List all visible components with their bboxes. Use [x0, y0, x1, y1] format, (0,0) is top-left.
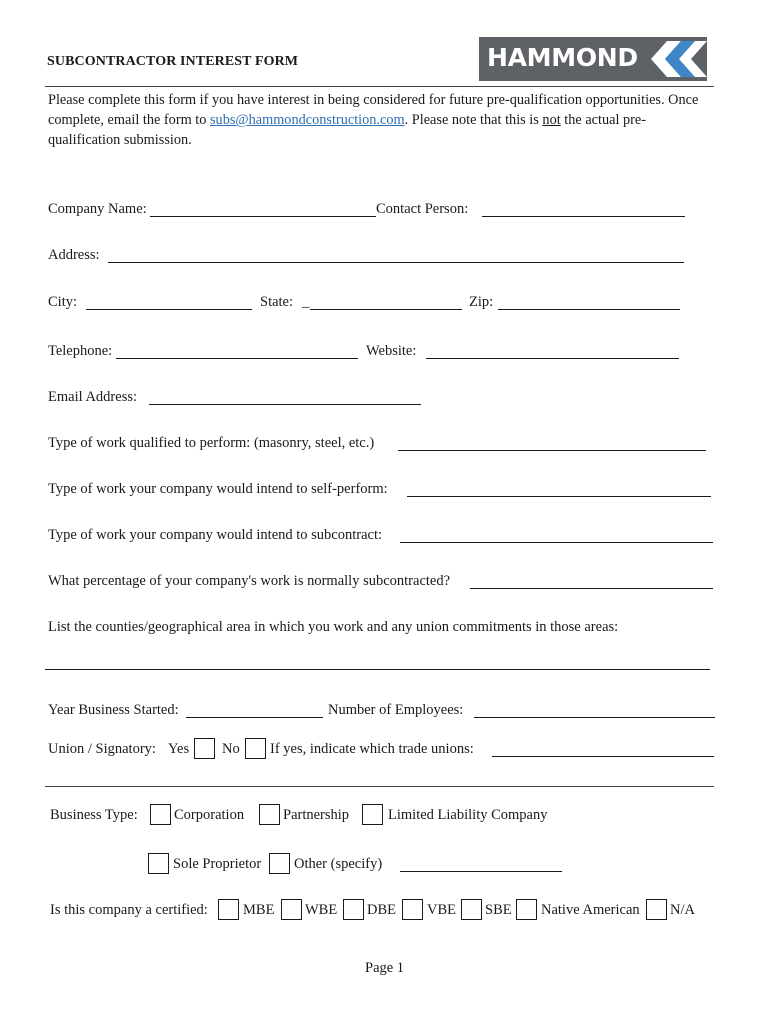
work-self-perform-field[interactable]: [407, 496, 711, 497]
page-number: Page 1: [365, 960, 405, 976]
percent-subcontracted-field[interactable]: [470, 588, 713, 589]
year-started-field[interactable]: [186, 717, 323, 718]
telephone-label: Telephone:: [48, 343, 113, 359]
email-link[interactable]: subs@hammondconstruction.com: [209, 112, 405, 128]
company-name-label: Company Name:: [48, 201, 147, 217]
hammond-logo: [479, 37, 707, 81]
zip-label: Zip:: [469, 294, 494, 310]
other-checkbox[interactable]: [269, 853, 290, 874]
union-label: Union / Signatory:: [48, 741, 156, 757]
form-title: SUBCONTRACTOR INTEREST FORM: [47, 54, 299, 69]
work-subcontract-label: Type of work your company would intend to subcontract:: [48, 527, 383, 543]
emphasis-not: not: [542, 112, 561, 128]
header-divider: [45, 86, 714, 87]
certification-label: Is this company a certified:: [50, 902, 208, 918]
other-specify-field[interactable]: [400, 871, 562, 872]
counties-label: List the counties/geographical area in which you work and any union commitments in those areas:: [48, 619, 619, 635]
website-label: Website:: [366, 343, 417, 359]
contact-person-label: Contact Person:: [376, 201, 469, 217]
trade-unions-field[interactable]: [492, 756, 714, 757]
partnership-checkbox[interactable]: [259, 804, 280, 825]
corporation-label: Corporation: [174, 807, 245, 823]
work-qualified-field[interactable]: [398, 450, 706, 451]
vbe-label: VBE: [427, 902, 456, 918]
email-field[interactable]: [149, 404, 421, 405]
union-no-label: No: [222, 741, 240, 757]
intro-text-3: the actual pre-qualification submission.: [48, 112, 647, 148]
sole-proprietor-checkbox[interactable]: [148, 853, 169, 874]
native-american-label: Native American: [541, 902, 640, 918]
employees-label: Number of Employees:: [328, 702, 464, 718]
union-yes-checkbox[interactable]: [194, 738, 215, 759]
city-field[interactable]: [86, 309, 252, 310]
native-american-checkbox[interactable]: [516, 899, 537, 920]
llc-label: Limited Liability Company: [388, 807, 548, 823]
telephone-field[interactable]: [116, 358, 358, 359]
section-divider: [45, 786, 714, 787]
address-label: Address:: [48, 247, 100, 263]
percent-subcontracted-label: What percentage of your company's work is normally subcontracted?: [48, 573, 451, 589]
email-label: Email Address:: [48, 389, 138, 405]
intro-text-2: . Please note that this is: [404, 112, 543, 128]
sbe-checkbox[interactable]: [461, 899, 482, 920]
partnership-label: Partnership: [283, 807, 350, 823]
business-type-label: Business Type:: [50, 807, 138, 823]
mbe-checkbox[interactable]: [218, 899, 239, 920]
state-underscore: _: [302, 294, 310, 310]
dbe-checkbox[interactable]: [343, 899, 364, 920]
city-label: City:: [48, 294, 78, 310]
contact-person-field[interactable]: [482, 216, 685, 217]
chevron-logo-icon: [645, 37, 707, 81]
dbe-label: DBE: [367, 902, 396, 918]
work-self-perform-label: Type of work your company would intend to self-perform:: [48, 481, 388, 497]
mbe-label: MBE: [243, 902, 275, 918]
intro-paragraph: [48, 90, 708, 150]
llc-checkbox[interactable]: [362, 804, 383, 825]
company-name-field[interactable]: [150, 216, 376, 217]
sbe-label: SBE: [485, 902, 512, 918]
union-yes-label: Yes: [168, 741, 190, 757]
vbe-checkbox[interactable]: [402, 899, 423, 920]
state-field[interactable]: [310, 309, 462, 310]
counties-field[interactable]: [45, 669, 710, 670]
zip-field[interactable]: [498, 309, 680, 310]
na-label: N/A: [670, 902, 695, 918]
wbe-label: WBE: [305, 902, 338, 918]
employees-field[interactable]: [474, 717, 715, 718]
intro-text-1: Please complete this form if you have interest in being considered for future pre-qualification opportunities. Once complete, email the form to: [48, 92, 699, 128]
website-field[interactable]: [426, 358, 679, 359]
sole-proprietor-label: Sole Proprietor: [173, 856, 262, 872]
work-subcontract-field[interactable]: [400, 542, 713, 543]
trade-unions-label: If yes, indicate which trade unions:: [270, 741, 474, 757]
logo-text: HAMMOND: [487, 43, 638, 72]
address-field[interactable]: [108, 262, 684, 263]
union-no-checkbox[interactable]: [245, 738, 266, 759]
state-label: State:: [260, 294, 294, 310]
corporation-checkbox[interactable]: [150, 804, 171, 825]
work-qualified-label: Type of work qualified to perform: (masonry, steel, etc.): [48, 435, 375, 451]
na-checkbox[interactable]: [646, 899, 667, 920]
year-started-label: Year Business Started:: [48, 702, 179, 718]
other-label: Other (specify): [294, 856, 383, 872]
wbe-checkbox[interactable]: [281, 899, 302, 920]
